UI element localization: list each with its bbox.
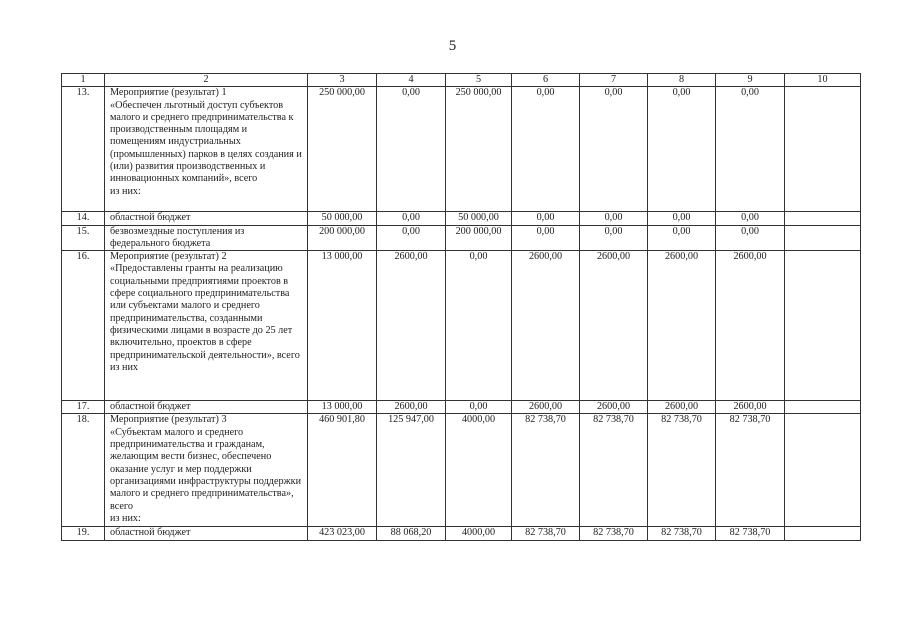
cell-col7: 0,00 [580,225,648,251]
cell-col3: 250 000,00 [308,87,377,212]
cell-col8: 82 738,70 [648,414,716,527]
column-header: 8 [648,74,716,87]
cell-col6: 82 738,70 [512,414,580,527]
cell-col7: 0,00 [580,212,648,225]
cell-col10 [785,251,861,401]
row-number: 14. [62,212,105,225]
row-description: областной бюджет [105,527,308,540]
cell-col7: 2600,00 [580,401,648,414]
row-number: 13. [62,87,105,212]
cell-col7: 82 738,70 [580,414,648,527]
cell-col3: 13 000,00 [308,251,377,401]
cell-col10 [785,212,861,225]
row-description: областной бюджет [105,401,308,414]
cell-col3: 423 023,00 [308,527,377,540]
cell-col9: 82 738,70 [716,527,785,540]
cell-col5: 0,00 [446,251,512,401]
row-number: 17. [62,401,105,414]
cell-col4: 0,00 [377,212,446,225]
cell-col10 [785,225,861,251]
cell-col5: 50 000,00 [446,212,512,225]
row-description: Мероприятие (результат) 2 «Предоставлены гранты на реализацию социальными предприятиями проектов в сфере социального предпринимательства или субъектами малого и среднего предпринимательства, созданными физическими лицами в возрасте до 25 лет включительно, проектов в сфере предпринимательской деятельности», всего из них [105,251,308,401]
budget-table [61,73,861,541]
cell-col9: 2600,00 [716,251,785,401]
cell-col4: 125 947,00 [377,414,446,527]
cell-col8: 2600,00 [648,251,716,401]
header-row [62,74,861,87]
table-row [62,225,861,251]
cell-col5: 0,00 [446,401,512,414]
cell-col6: 2600,00 [512,401,580,414]
cell-col4: 2600,00 [377,251,446,401]
cell-col5: 4000,00 [446,414,512,527]
cell-col6: 82 738,70 [512,527,580,540]
cell-col6: 2600,00 [512,251,580,401]
row-number: 19. [62,527,105,540]
cell-col3: 50 000,00 [308,212,377,225]
row-description: областной бюджет [105,212,308,225]
cell-col10 [785,401,861,414]
cell-col8: 0,00 [648,87,716,212]
cell-col5: 200 000,00 [446,225,512,251]
cell-col7: 0,00 [580,87,648,212]
column-header: 4 [377,74,446,87]
table-row [62,527,861,540]
cell-col4: 2600,00 [377,401,446,414]
cell-col10 [785,527,861,540]
cell-col3: 460 901,80 [308,414,377,527]
cell-col9: 82 738,70 [716,414,785,527]
row-number: 16. [62,251,105,401]
cell-col9: 0,00 [716,87,785,212]
row-number: 18. [62,414,105,527]
cell-col8: 0,00 [648,225,716,251]
column-header: 7 [580,74,648,87]
table-row [62,87,861,212]
cell-col8: 0,00 [648,212,716,225]
cell-col3: 13 000,00 [308,401,377,414]
cell-col10 [785,87,861,212]
column-header: 2 [105,74,308,87]
column-header: 5 [446,74,512,87]
cell-col7: 2600,00 [580,251,648,401]
cell-col5: 250 000,00 [446,87,512,212]
cell-col9: 2600,00 [716,401,785,414]
cell-col3: 200 000,00 [308,225,377,251]
cell-col4: 0,00 [377,225,446,251]
table-row [62,401,861,414]
table-row [62,212,861,225]
column-header: 6 [512,74,580,87]
row-description: Мероприятие (результат) 3 «Субъектам малого и среднего предпринимательства и гражданам, желающим вести бизнес, обеспечено оказание услуг и мер поддержки организациями инфраструктуры поддержки малого и среднего предпринимательства», всего из них: [105,414,308,527]
cell-col4: 88 068,20 [377,527,446,540]
column-header: 3 [308,74,377,87]
row-description: Мероприятие (результат) 1 «Обеспечен льготный доступ субъектов малого и среднего предпринимательства к производственным площадям и помещениям индустриальных (промышленных) парков в целях создания и (или) развития производственных и инновационных компаний», всего из них: [105,87,308,212]
cell-col9: 0,00 [716,225,785,251]
table-row [62,251,861,401]
table-row [62,414,861,527]
column-header: 10 [785,74,861,87]
row-number: 15. [62,225,105,251]
cell-col5: 4000,00 [446,527,512,540]
cell-col8: 82 738,70 [648,527,716,540]
cell-col4: 0,00 [377,87,446,212]
cell-col6: 0,00 [512,87,580,212]
column-header: 9 [716,74,785,87]
cell-col9: 0,00 [716,212,785,225]
column-header: 1 [62,74,105,87]
row-description: безвозмездные поступления из федерального бюджета [105,225,308,251]
cell-col7: 82 738,70 [580,527,648,540]
cell-col10 [785,414,861,527]
cell-col6: 0,00 [512,212,580,225]
cell-col6: 0,00 [512,225,580,251]
cell-col8: 2600,00 [648,401,716,414]
page-number: 5 [448,38,457,54]
